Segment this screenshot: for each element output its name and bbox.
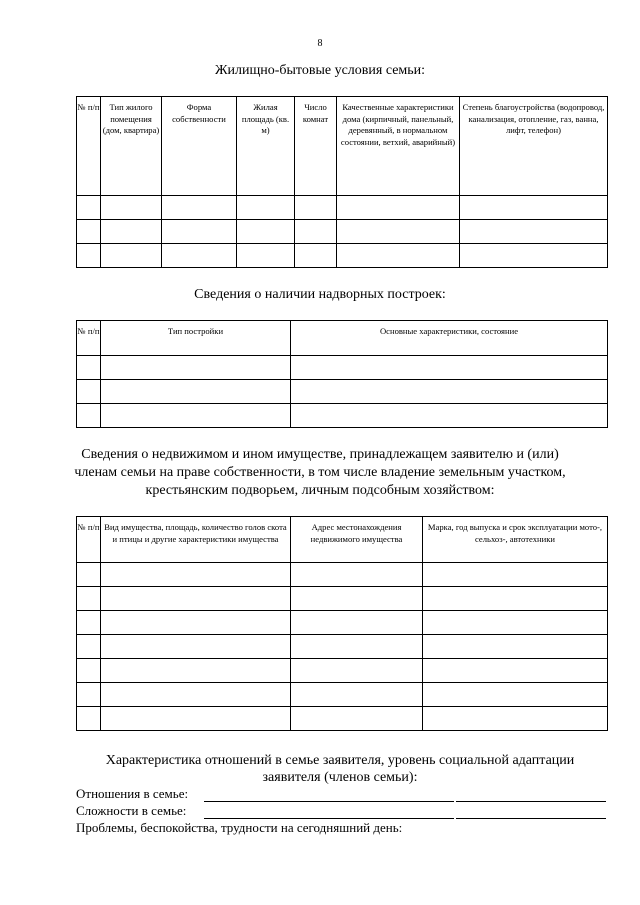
table-cell[interactable] [237,220,295,244]
table-cell[interactable] [423,659,608,683]
table-header-row [77,97,608,196]
table-cell[interactable] [291,404,608,428]
current-problems-label: Проблемы, беспокойства, трудности на сегодняшний день: [76,820,403,835]
table-cell[interactable] [101,659,291,683]
table-header-row [77,517,608,563]
table-cell[interactable] [77,220,101,244]
table-cell[interactable] [77,356,101,380]
housing-conditions-table [76,96,608,268]
table-cell[interactable] [423,611,608,635]
col-header-building-type: Тип постройки [101,321,291,356]
table-cell[interactable] [423,635,608,659]
col-header-amenities: Степень благоустройства (водопровод, канализация, отопление, газ, ванна, лифт, телефон) [460,97,608,196]
table-row [77,659,608,683]
col-header-vehicle-info: Марка, год выпуска и срок эксплуатации мото-, сельхоз-, автотехники [423,517,608,563]
table-cell[interactable] [237,196,295,220]
table-cell[interactable] [101,707,291,731]
table-row [77,220,608,244]
section3-title-line1: Сведения о недвижимом и ином имуществе, принадлежащем заявителю и (или) [81,447,559,462]
col-header-number: № п/п [77,321,101,356]
col-header-ownership: Форма собственности [162,97,237,196]
section2-title: Сведения о наличии надворных построек: [194,287,446,302]
page-number: 8 [317,38,323,49]
table-cell[interactable] [101,380,291,404]
table-cell[interactable] [295,220,337,244]
col-header-number: № п/п [77,517,101,563]
table-cell[interactable] [101,611,291,635]
table-row [77,587,608,611]
family-difficulties-field-extra[interactable] [456,818,606,819]
table-cell[interactable] [101,244,162,268]
family-difficulties-field[interactable] [204,818,454,819]
table-cell[interactable] [291,683,423,707]
col-header-property-address: Адрес местонахождения недвижимого имущества [291,517,423,563]
table-cell[interactable] [291,587,423,611]
col-header-property-type: Вид имущества, площадь, количество голов скота и птицы и другие характеристики имущества [101,517,291,563]
col-header-rooms: Число комнат [295,97,337,196]
table-row [77,404,608,428]
table-cell[interactable] [291,356,608,380]
table-cell[interactable] [337,196,460,220]
table-row [77,611,608,635]
table-row [77,707,608,731]
family-relations-label: Отношения в семье: [76,786,189,801]
section4-title-line2: заявителя (членов семьи): [262,770,418,785]
col-header-characteristics: Основные характеристики, состояние [291,321,608,356]
table-cell[interactable] [291,635,423,659]
col-header-living-area: Жилая площадь (кв. м) [237,97,295,196]
table-cell[interactable] [77,707,101,731]
table-cell[interactable] [101,635,291,659]
table-row [77,244,608,268]
section4-title-line1: Характеристика отношений в семье заявителя, уровень социальной адаптации [105,753,575,768]
table-cell[interactable] [101,563,291,587]
table-cell[interactable] [101,404,291,428]
table-cell[interactable] [295,244,337,268]
table-cell[interactable] [101,196,162,220]
table-cell[interactable] [162,196,237,220]
col-header-housing-type: Тип жилого помещения (дом, квартира) [101,97,162,196]
property-table [76,516,608,731]
table-cell[interactable] [162,244,237,268]
col-header-house-quality: Качественные характеристики дома (кирпичный, панельный, деревянный, в нормальном состоянии, ветхий, аварийный) [337,97,460,196]
table-cell[interactable] [101,356,291,380]
section1-title: Жилищно-бытовые условия семьи: [214,63,426,78]
table-cell[interactable] [423,707,608,731]
table-cell[interactable] [77,683,101,707]
table-cell[interactable] [77,244,101,268]
table-cell[interactable] [291,659,423,683]
table-cell[interactable] [77,635,101,659]
table-cell[interactable] [77,659,101,683]
table-cell[interactable] [460,244,608,268]
table-row [77,380,608,404]
table-cell[interactable] [77,587,101,611]
table-cell[interactable] [77,380,101,404]
section3-title-line3: крестьянским подворьем, личным подсобным хозяйством: [145,483,495,498]
table-row [77,635,608,659]
table-cell[interactable] [460,220,608,244]
table-cell[interactable] [77,611,101,635]
table-cell[interactable] [77,563,101,587]
table-cell[interactable] [291,380,608,404]
table-cell[interactable] [77,404,101,428]
table-cell[interactable] [460,196,608,220]
table-cell[interactable] [423,683,608,707]
table-cell[interactable] [237,244,295,268]
family-relations-field[interactable] [204,801,454,802]
table-row [77,563,608,587]
table-cell[interactable] [101,587,291,611]
table-row [77,683,608,707]
col-header-number: № п/п [77,97,101,196]
table-cell[interactable] [295,196,337,220]
outbuildings-table [76,320,608,428]
table-header-row [77,321,608,356]
table-cell[interactable] [77,196,101,220]
table-cell[interactable] [291,707,423,731]
table-row [77,196,608,220]
table-cell[interactable] [291,563,423,587]
table-cell[interactable] [101,683,291,707]
table-cell[interactable] [162,220,237,244]
table-cell[interactable] [423,563,608,587]
family-relations-field-extra[interactable] [456,801,606,802]
table-cell[interactable] [423,587,608,611]
table-row [77,356,608,380]
table-cell[interactable] [101,220,162,244]
family-difficulties-label: Сложности в семье: [76,803,187,818]
section3-title-line2: членам семьи на праве собственности, в том числе владение земельным участком, [74,465,566,480]
table-cell[interactable] [291,611,423,635]
table-cell[interactable] [337,244,460,268]
table-cell[interactable] [337,220,460,244]
